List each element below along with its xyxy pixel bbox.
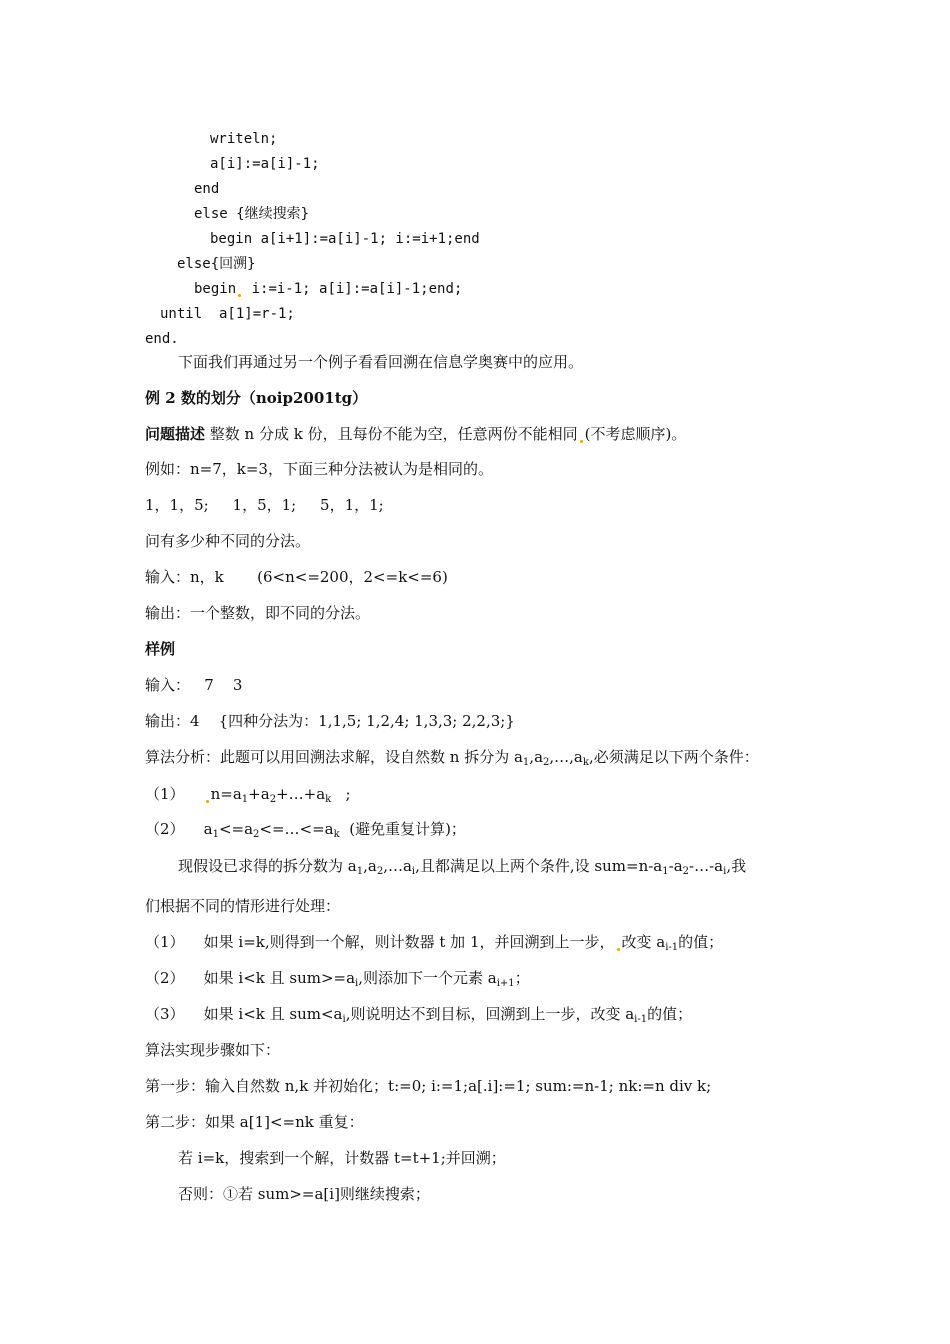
assume-line: 现假设已求得的拆分数为 $a_1,a_2,\dots a_i$,且都满足以上两个条件,设 $sum=n-a_1-a_2-\dots-a_i$,我 bbox=[178, 857, 747, 877]
code-line-7: begin i:=i-1; a[i]:=a[i]-1;end; bbox=[194, 281, 463, 297]
marker-dot bbox=[580, 440, 583, 443]
partitions-line: 1，1，5; 1，5，1; 5，1，1; bbox=[145, 496, 384, 514]
case-1: （1） 如果 i=k,则得到一个解，则计数器 t 加 1，并回溯到上一步， 改变 $a_{i-1}$的值； bbox=[145, 933, 724, 953]
step-2a: 若 i=k，搜索到一个解，计数器 t=t+1;并回溯； bbox=[178, 1149, 506, 1167]
sample-title: 样例 bbox=[145, 640, 176, 658]
input-desc: 输入：n，k (6<n<=200，2<=k<=6) bbox=[145, 568, 448, 586]
example-title: 例 2 数的划分（noip2001tg） bbox=[145, 389, 368, 407]
sample-output: 输出：4 {四种分法为：1,1,5; 1,2,4; 1,3,3; 2,2,3;} bbox=[145, 712, 515, 730]
example-line: 例如：n=7，k=3，下面三种分法被认为是相同的。 bbox=[145, 460, 493, 478]
intro-text: 下面我们再通过另一个例子看看回溯在信息学奥赛中的应用。 bbox=[178, 353, 584, 371]
output-desc: 输出：一个整数，即不同的分法。 bbox=[145, 604, 371, 622]
code-line-5: begin a[i+1]:=a[i]-1; i:=i+1;end bbox=[210, 231, 480, 247]
step-2: 第二步：如果 a[1]<=nk 重复： bbox=[145, 1113, 364, 1131]
code-line-4: else {继续搜索} bbox=[194, 206, 310, 222]
condition-2: （2） $a_1<=a_2<=\dots<=a_k$ (避免重复计算)； bbox=[145, 820, 466, 840]
marker-dot bbox=[238, 294, 241, 297]
problem-label: 问题描述 bbox=[145, 425, 206, 443]
marker-dot bbox=[617, 948, 620, 951]
question-line: 问有多少种不同的分法。 bbox=[145, 532, 311, 550]
code-line-3: end bbox=[194, 181, 220, 197]
assume-cont: 们根据不同的情形进行处理： bbox=[145, 897, 341, 915]
step-1: 第一步：输入自然数 n,k 并初始化；t:=0; i:=1;a[.i]:=1; sum:=n-1; nk:=n div k; bbox=[145, 1077, 712, 1095]
code-line-9: end. bbox=[145, 331, 179, 347]
steps-title: 算法实现步骤如下： bbox=[145, 1041, 281, 1059]
marker-dot bbox=[206, 800, 209, 803]
problem-line: 问题描述 整数 n 分成 k 份，且每份不能为空，任意两份不能相同 (不考虑顺序)。 bbox=[145, 425, 687, 443]
case-3: （3） 如果 i<k 且 $sum<a_i$,则说明达不到目标，回溯到上一步，改变 $a_{i-1}$的值； bbox=[145, 1005, 693, 1025]
condition-1: （1） $n=a_1+a_2+\dots+a_k$ ; bbox=[145, 785, 351, 805]
code-line-1: writeln; bbox=[210, 131, 278, 147]
case-2: （2） 如果 i<k 且 $sum>=a_i$,则添加下一个元素 $a_{i+1}$； bbox=[145, 969, 530, 989]
code-line-6: else{回溯} bbox=[177, 256, 256, 272]
step-2b: 否则：①若 sum>=a[i]则继续搜索； bbox=[178, 1185, 430, 1203]
code-line-8: until a[1]=r-1; bbox=[160, 306, 295, 322]
sample-input: 输入： 7 3 bbox=[145, 676, 243, 694]
code-line-2: a[i]:=a[i]-1; bbox=[210, 156, 320, 172]
analysis-line: 算法分析：此题可以用回溯法求解，设自然数 n 拆分为 $a_1,a_2,\dots,a_k$,必须满足以下两个条件： bbox=[145, 748, 759, 768]
